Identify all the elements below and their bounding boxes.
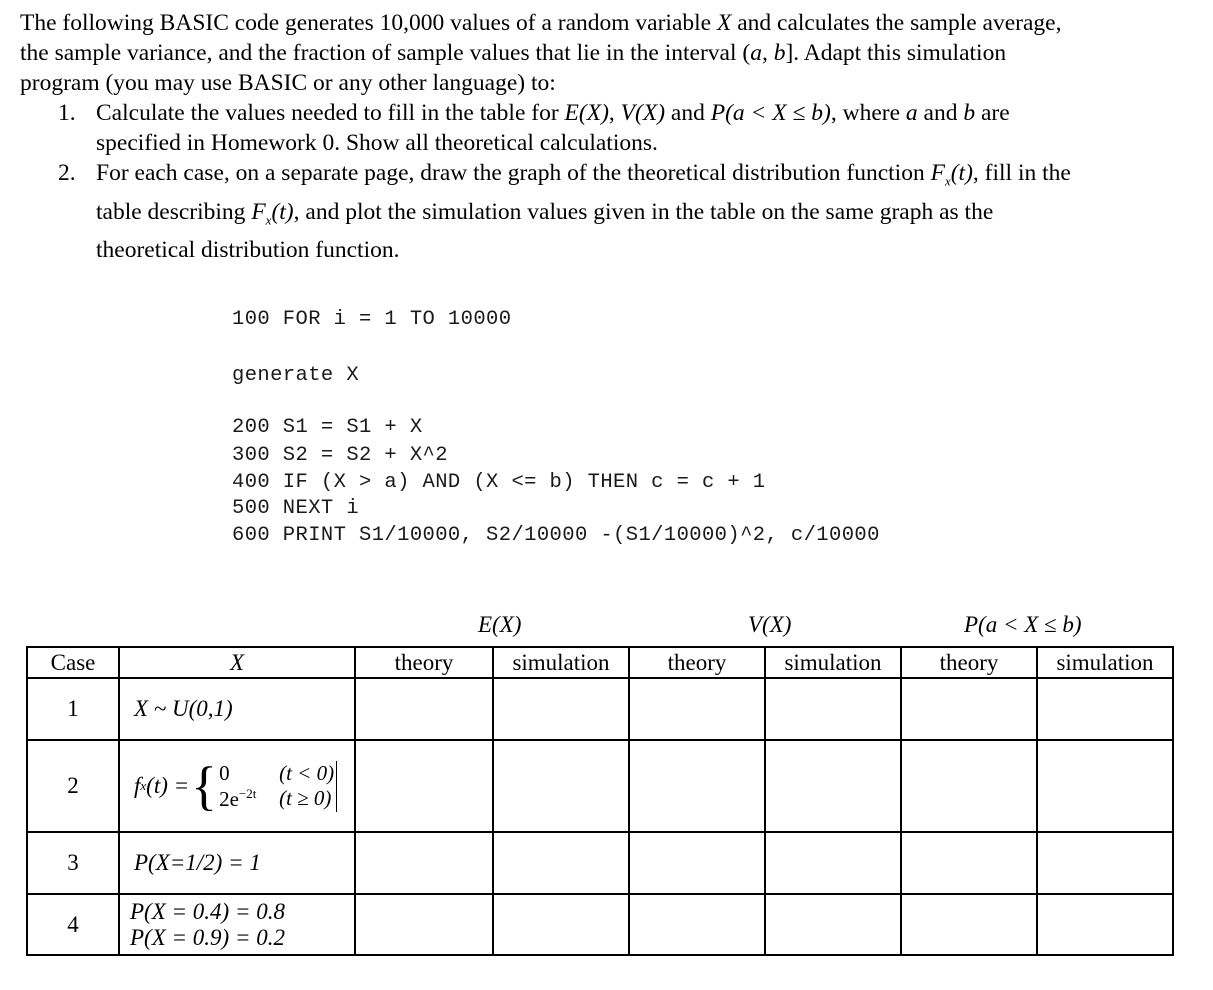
code-line: 500 NEXT i (232, 497, 360, 520)
piecewise-density (134, 756, 337, 816)
code-line: 400 IF (X > a) AND (X <= b) THEN c = c + 1 (232, 471, 766, 494)
code-line: 100 FOR i = 1 TO 10000 (232, 308, 512, 331)
case1-condition: (t < 0) (279, 760, 335, 785)
item1-and: and (665, 100, 711, 126)
list-item (20, 158, 1200, 265)
cell-vx-theory[interactable] (629, 894, 765, 955)
case-number: 1 (27, 678, 119, 740)
problem-text (20, 8, 1200, 265)
density-sub: x (140, 778, 147, 793)
b-symbol: b (963, 100, 976, 126)
group-header-vx: V(X) (748, 612, 792, 637)
intro-line1b: and calculates the sample average, (731, 10, 1062, 36)
header-prob-theory: theory (901, 647, 1037, 678)
cell-ex-simulation[interactable] (493, 894, 629, 955)
cell-prob-simulation[interactable] (1037, 678, 1173, 740)
item2-text-b: , fill in the (972, 160, 1071, 186)
cell-vx-simulation[interactable] (765, 894, 901, 955)
header-case: Case (27, 647, 119, 678)
case2-value (219, 786, 279, 812)
cell-prob-theory[interactable] (901, 894, 1037, 955)
code-line: 300 S2 = S2 + X^2 (232, 444, 448, 467)
cell-ex-theory[interactable] (355, 740, 493, 832)
header-prob-simulation: simulation (1037, 647, 1173, 678)
header-ex-simulation: simulation (493, 647, 629, 678)
case1-value: 0 (219, 760, 230, 785)
interval: a, b (750, 40, 786, 66)
intro-line2b: ]. Adapt this simulation (785, 40, 1007, 66)
cell-ex-theory[interactable] (355, 678, 493, 740)
density-arg: (t) = (146, 773, 190, 798)
case2-exponent: −2t (238, 785, 257, 801)
cell-vx-simulation[interactable] (765, 678, 901, 740)
fx-symbol: F (930, 160, 945, 186)
group-header-prob: P(a < X ≤ b) (964, 612, 1082, 637)
intro-line1: The following BASIC code generates 10,000 values of a random variable (20, 10, 717, 36)
density-f: f (134, 773, 141, 798)
cell-vx-simulation[interactable] (765, 832, 901, 894)
case2-base: 2e (219, 786, 239, 811)
item1-text-a: Calculate the values needed to fill in the table for (96, 100, 565, 126)
item2-text-a: For each case, on a separate page, draw the graph of the theoretical distribution function (96, 160, 931, 186)
cell-ex-theory[interactable] (355, 894, 493, 955)
cell-prob-simulation[interactable] (1037, 740, 1173, 832)
cell-prob-theory[interactable] (901, 832, 1037, 894)
case-number: 4 (27, 894, 119, 955)
var-x: X (716, 10, 732, 36)
cell-prob-simulation[interactable] (1037, 894, 1173, 955)
cell-vx-theory[interactable] (629, 678, 765, 740)
table-row (27, 678, 1173, 740)
header-vx-theory: theory (629, 647, 765, 678)
item2-line3: theoretical distribution function. (96, 237, 400, 264)
table-row (27, 832, 1173, 894)
item-number: 2. (58, 160, 76, 186)
case2-condition: (t ≥ 0) (279, 785, 332, 810)
case-x-piecewise (119, 740, 355, 832)
table-row (27, 740, 1173, 832)
item2-line2b: , and plot the simulation values given in the table on the same graph as the (293, 198, 994, 225)
prob-symbol: P(a < X ≤ b) (710, 100, 831, 126)
item1-line2: specified in Homework 0. Show all theoretical calculations. (96, 130, 658, 156)
cell-vx-theory[interactable] (629, 832, 765, 894)
code-line: 600 PRINT S1/10000, S2/10000 -(S1/10000)^2, c/10000 (232, 524, 880, 547)
item1-text-c: are (975, 100, 1010, 126)
a-symbol: a (905, 100, 918, 126)
cell-ex-simulation[interactable] (493, 832, 629, 894)
piecewise-cases (219, 761, 337, 812)
task-list (20, 98, 1200, 265)
header-ex-theory: theory (355, 647, 493, 678)
cell-ex-simulation[interactable] (493, 740, 629, 832)
list-item (20, 98, 1200, 158)
intro-paragraph (20, 8, 1200, 98)
fx-subscript: x (944, 173, 951, 189)
cell-ex-theory[interactable] (355, 832, 493, 894)
left-brace: { (191, 756, 218, 816)
fx-arg-2: (t) (271, 198, 294, 225)
code-line: generate X (232, 364, 360, 387)
item-number: 1. (58, 100, 76, 126)
fx-symbol-2: F (251, 198, 266, 225)
table-header-row (27, 647, 1173, 678)
cell-prob-theory[interactable] (901, 740, 1037, 832)
cell-vx-simulation[interactable] (765, 740, 901, 832)
case-x-value: X ~ U(0,1) (119, 678, 355, 740)
intro-line3: program (you may use BASIC or any other language) to: (20, 70, 556, 96)
cell-prob-theory[interactable] (901, 678, 1037, 740)
discrete-line2: P(X = 0.9) = 0.2 (130, 924, 285, 950)
case-number: 2 (27, 740, 119, 832)
item2-line2a: table describing (96, 198, 252, 225)
cell-prob-simulation[interactable] (1037, 832, 1173, 894)
cell-ex-simulation[interactable] (493, 678, 629, 740)
case-number: 3 (27, 832, 119, 894)
discrete-line1: P(X = 0.4) = 0.8 (130, 898, 285, 924)
code-line: 200 S1 = S1 + X (232, 416, 423, 439)
item1-and2: and (917, 100, 964, 126)
vx-symbol: V(X) (620, 100, 666, 126)
case-x-discrete (119, 894, 355, 955)
results-table (26, 646, 1174, 956)
fx-subscript-2: x (265, 212, 272, 228)
case-x-value: P(X=1/2) = 1 (119, 832, 355, 894)
cell-vx-theory[interactable] (629, 740, 765, 832)
ex-symbol: E(X) (564, 100, 609, 126)
table-row (27, 894, 1173, 955)
item1-sep: , (608, 100, 621, 126)
intro-line2: the sample variance, and the fraction of sample values that lie in the interval ( (20, 40, 751, 66)
header-x: X (119, 647, 355, 678)
header-vx-simulation: simulation (765, 647, 901, 678)
group-header-ex: E(X) (478, 612, 522, 637)
fx-arg: (t) (950, 160, 973, 186)
item1-text-b: , where (830, 100, 906, 126)
